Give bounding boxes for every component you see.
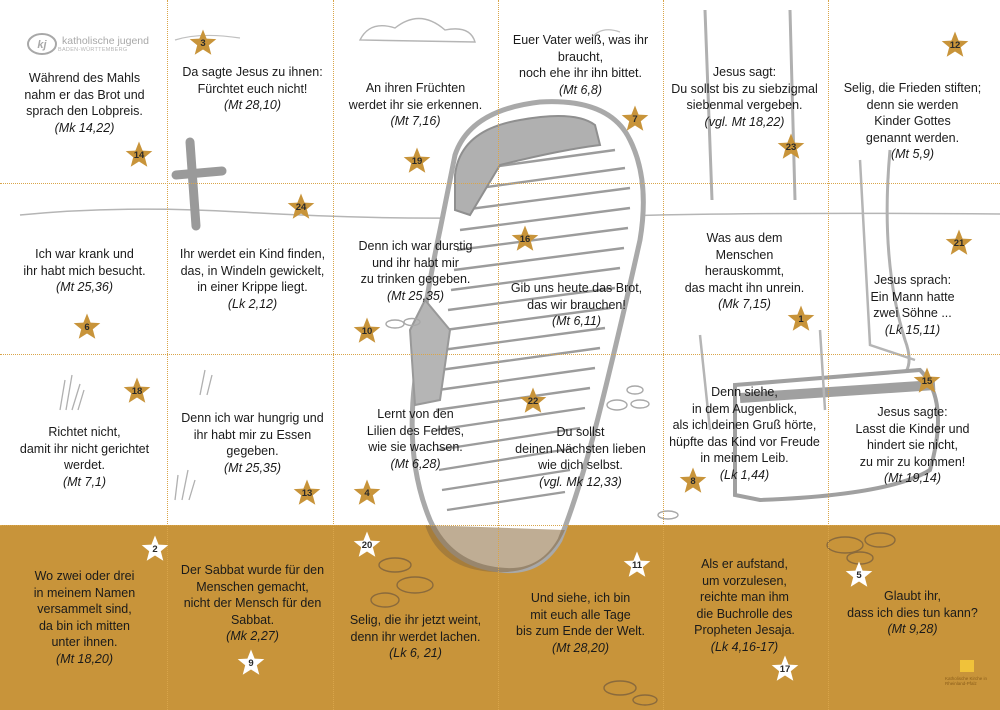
bible-reference: (Mt 5,9) — [890, 147, 935, 161]
door-text-line: Der Sabbat wurde für den — [180, 563, 325, 577]
door-text-line: Selig, die ihr jetzt weint, — [349, 613, 482, 627]
door-text — [830, 588, 995, 638]
door-number: 12 — [949, 40, 961, 51]
door-text-line: Selig, die Frieden stiften; — [843, 81, 982, 95]
door-text-line: Propheten Jesaja. — [694, 623, 795, 637]
door-number-star[interactable] — [622, 550, 652, 580]
door-text — [2, 424, 167, 490]
door-number-star[interactable] — [944, 228, 974, 258]
door-text-line: genannt werden. — [865, 130, 960, 145]
door-number-star[interactable] — [402, 146, 432, 176]
door-text — [2, 568, 167, 667]
door-text — [830, 80, 995, 163]
door-text-line: das macht ihn unrein. — [684, 280, 805, 295]
door-text — [333, 238, 498, 304]
bible-reference: (Mt 6,8) — [558, 82, 603, 97]
door-text-line: Denn ich war durstig — [358, 239, 473, 253]
door-number-star[interactable] — [776, 132, 806, 162]
door-text-line: wie dich selbst. — [538, 458, 623, 472]
door-text-line: Euer Vater weiß, was ihr — [512, 33, 649, 47]
door-text-line: die Buchrolle des — [696, 606, 793, 621]
door-text-line: denn sie werden — [866, 97, 959, 112]
door-text-line: Du sollst bis zu siebzigmal — [671, 81, 818, 96]
door-text-line: gegeben. — [226, 444, 279, 458]
grid-line-vertical — [167, 0, 168, 710]
bible-reference: (Lk 1,44) — [719, 467, 770, 482]
door-text — [498, 590, 663, 656]
door-text-line: Wo zwei oder drei — [34, 569, 135, 583]
door-number: 8 — [690, 476, 696, 487]
door-text-line: Jesus sagt: — [712, 65, 777, 79]
door-number-star[interactable] — [510, 224, 540, 254]
door-text-line: und ihr habt mir — [372, 255, 459, 270]
door-text-line: Lasst die Kinder und — [855, 421, 970, 436]
door-text-line: noch ehe ihr ihn bittet. — [519, 66, 642, 80]
bible-reference: (Mt 7,1) — [62, 474, 107, 489]
door-text — [333, 612, 498, 662]
door-number-star[interactable] — [122, 376, 152, 406]
door-number: 2 — [152, 544, 158, 555]
door-text-line: dass ich dies tun kann? — [847, 605, 978, 620]
door-text-line: Lilien des Feldes, — [366, 423, 465, 438]
door-text — [333, 80, 498, 130]
door-text-line: braucht, — [557, 49, 604, 64]
door-text-line: Ihr werdet ein Kind finden, — [179, 247, 326, 261]
door-number: 17 — [779, 664, 791, 675]
door-text-line: als ich deinen Gruß hörte, — [672, 418, 817, 432]
door-number: 5 — [856, 570, 862, 581]
svg-text:kj: kj — [37, 39, 47, 51]
door-text-line: hindert sie nicht, — [866, 438, 959, 452]
bible-reference: (Mt 9,28) — [887, 622, 938, 636]
door-number-star[interactable] — [292, 478, 322, 508]
door-text-line: denn ihr werdet lachen. — [350, 629, 481, 644]
door-text — [170, 246, 335, 312]
door-text-line: Lernt von den — [377, 407, 454, 421]
door-number: 18 — [131, 386, 143, 397]
door-text-line: Was aus dem — [706, 231, 783, 245]
door-text-line: das wir brauchen! — [527, 297, 626, 312]
bible-reference: (Lk 6, 21) — [389, 646, 442, 660]
door-number: 3 — [200, 38, 206, 49]
door-number: 24 — [295, 202, 307, 213]
bible-reference: (Mt 25,35) — [224, 460, 281, 475]
door-number-star[interactable] — [844, 560, 874, 590]
door-text-line: in dem Augenblick, — [692, 401, 797, 416]
bible-reference: (Lk 2,12) — [227, 296, 278, 311]
bible-reference: (Mk 2,27) — [226, 629, 279, 643]
door-text-line: um vorzulesen, — [702, 573, 787, 588]
bible-reference: (Lk 15,11) — [884, 322, 941, 337]
door-text — [662, 64, 827, 130]
door-number: 21 — [953, 238, 965, 249]
door-number: 19 — [411, 156, 423, 167]
door-text-line: Denn ich war hungrig und — [181, 411, 324, 425]
door-number: 14 — [133, 150, 145, 161]
door-text-line: Ich war krank und — [35, 247, 134, 261]
door-text-line: Als er aufstand, — [701, 557, 788, 571]
bible-reference: (Lk 4,16-17) — [710, 639, 779, 654]
door-number-star[interactable] — [940, 30, 970, 60]
door-text-line: in meinem Leib. — [700, 451, 789, 465]
door-text-line: in meinem Namen — [33, 585, 136, 600]
door-text-line: damit ihr nicht gerichtet — [19, 441, 150, 456]
door-text-line: ihr habt mir zu Essen — [193, 427, 312, 442]
door-text — [662, 230, 827, 313]
door-text-line: Kinder Gottes — [874, 114, 951, 128]
door-number: 15 — [921, 376, 933, 387]
kj-logo — [26, 31, 149, 57]
door-number-star[interactable] — [124, 140, 154, 170]
door-text — [2, 246, 167, 296]
door-number: 9 — [248, 658, 254, 669]
door-text-line: Da sagte Jesus zu ihnen: — [182, 65, 323, 79]
door-text — [498, 32, 663, 98]
bible-reference: (Mt 28,20) — [552, 640, 609, 655]
door-number: 16 — [519, 234, 531, 245]
door-text-line: Während des Mahls — [28, 71, 141, 85]
door-text — [494, 280, 659, 330]
door-text-line: Sabbat. — [230, 612, 275, 627]
bible-reference: (Mt 7,16) — [390, 114, 441, 128]
door-text — [2, 70, 167, 136]
door-number-star[interactable] — [140, 534, 170, 564]
door-text-line: das, in Windeln gewickelt, — [180, 263, 325, 278]
bible-reference: (Mt 25,35) — [387, 288, 444, 303]
door-number: 22 — [527, 396, 539, 407]
door-text-line: nahm er das Brot und — [24, 87, 145, 102]
bible-reference: (Mt 6,28) — [390, 456, 441, 471]
door-number: 10 — [361, 326, 373, 337]
door-number-star[interactable] — [770, 654, 800, 684]
door-text — [333, 406, 498, 472]
door-text-line: hüpfte das Kind vor Freude — [669, 434, 820, 449]
door-text-line: versammelt sind, — [37, 602, 132, 616]
bible-reference: (Mt 6,11) — [551, 314, 602, 328]
door-text-line: werdet. — [64, 458, 105, 472]
door-number-star[interactable] — [352, 478, 382, 508]
door-text-line: Und siehe, ich bin — [530, 591, 631, 605]
door-text-line: Glaubt ihr, — [884, 589, 941, 603]
door-text-line: An ihren Früchten — [365, 81, 466, 95]
door-number: 11 — [631, 560, 643, 571]
door-text-line: Denn siehe, — [711, 385, 778, 399]
grid-line-vertical — [828, 0, 829, 710]
door-text-line: zwei Söhne ... — [873, 306, 952, 320]
grid-line-horizontal — [0, 525, 1000, 526]
door-number: 4 — [364, 488, 370, 499]
bible-reference: (Mt 19,14) — [884, 471, 941, 485]
logo-subtitle: BADEN-WÜRTTEMBERG — [58, 46, 128, 53]
door-text — [830, 272, 995, 338]
door-text-line: Fürchtet euch nicht! — [197, 81, 308, 96]
door-text-line: Menschen — [715, 247, 774, 262]
door-text-line: mit euch alle Tage — [530, 607, 631, 622]
door-text-line: Du sollst — [556, 425, 605, 439]
door-number-star[interactable] — [912, 366, 942, 396]
door-number-star[interactable] — [286, 192, 316, 222]
door-text-line: wie sie wachsen. — [368, 440, 463, 454]
door-text-line: in einer Krippe liegt. — [197, 280, 308, 294]
door-text — [170, 410, 335, 476]
door-text-line: Menschen gemacht, — [196, 579, 309, 594]
door-text-line: da bin ich mitten — [38, 618, 131, 633]
door-number-star[interactable] — [72, 312, 102, 342]
door-number: 23 — [785, 142, 797, 153]
door-text-line: nicht der Mensch für den — [183, 596, 322, 610]
door-number-star[interactable] — [518, 386, 548, 416]
door-text-line: zu mir zu kommen! — [859, 454, 966, 469]
door-number-star[interactable] — [678, 466, 708, 496]
door-number: 20 — [361, 540, 373, 551]
door-text-line: Ein Mann hatte — [870, 289, 955, 304]
bible-reference: (Mk 7,15) — [718, 297, 771, 311]
bible-reference: (Mk 14,22) — [54, 120, 115, 135]
grid-line-horizontal — [0, 183, 1000, 184]
door-number-star[interactable] — [620, 104, 650, 134]
door-text-line: Gib uns heute das Brot, — [510, 281, 643, 295]
door-number-star[interactable] — [352, 530, 382, 560]
door-text-line: zu trinken gegeben. — [360, 272, 471, 286]
bible-reference: (Mt 28,10) — [224, 98, 281, 112]
door-text-line: Jesus sprach: — [873, 273, 952, 287]
door-text — [170, 64, 335, 114]
church-logo-text: Katholische Kirche in Rheinland-Pfalz — [945, 676, 988, 686]
door-number-star[interactable] — [236, 648, 266, 678]
kj-logo-icon — [26, 32, 58, 56]
door-text-line: Jesus sagte: — [877, 405, 948, 419]
bible-reference: (vgl. Mt 18,22) — [704, 114, 785, 129]
door-number: 6 — [84, 322, 90, 333]
grid-line-horizontal — [0, 354, 1000, 355]
door-text-line: herauskommt, — [704, 264, 785, 278]
bible-reference: (Mt 18,20) — [56, 651, 113, 666]
door-number-star[interactable] — [352, 316, 382, 346]
door-number-star[interactable] — [188, 28, 218, 58]
bible-reference: (Mt 25,36) — [56, 280, 113, 294]
door-text — [662, 556, 827, 655]
door-text — [830, 404, 995, 487]
door-number: 13 — [301, 488, 313, 499]
church-logo-icon — [960, 660, 974, 672]
door-text-line: bis zum Ende der Welt. — [516, 624, 645, 638]
door-text — [498, 424, 663, 490]
door-number-star[interactable] — [786, 304, 816, 334]
door-text-line: deinen Nächsten lieben — [515, 441, 646, 456]
door-number: 1 — [798, 314, 804, 325]
door-text-line: sprach den Lobpreis. — [26, 104, 143, 118]
door-text-line: ihr habt mich besucht. — [23, 263, 146, 278]
door-text-line: reichte man ihm — [700, 590, 789, 604]
logo-title: katholische jugend — [62, 34, 149, 47]
door-text — [170, 562, 335, 645]
door-text-line: Richtet nicht, — [48, 425, 121, 439]
door-number: 7 — [632, 114, 638, 125]
door-text-line: unter ihnen. — [51, 635, 118, 649]
door-text-line: siebenmal vergeben. — [686, 98, 803, 112]
door-text-line: werdet ihr sie erkennen. — [348, 97, 483, 112]
bible-reference: (vgl. Mk 12,33) — [539, 474, 622, 489]
